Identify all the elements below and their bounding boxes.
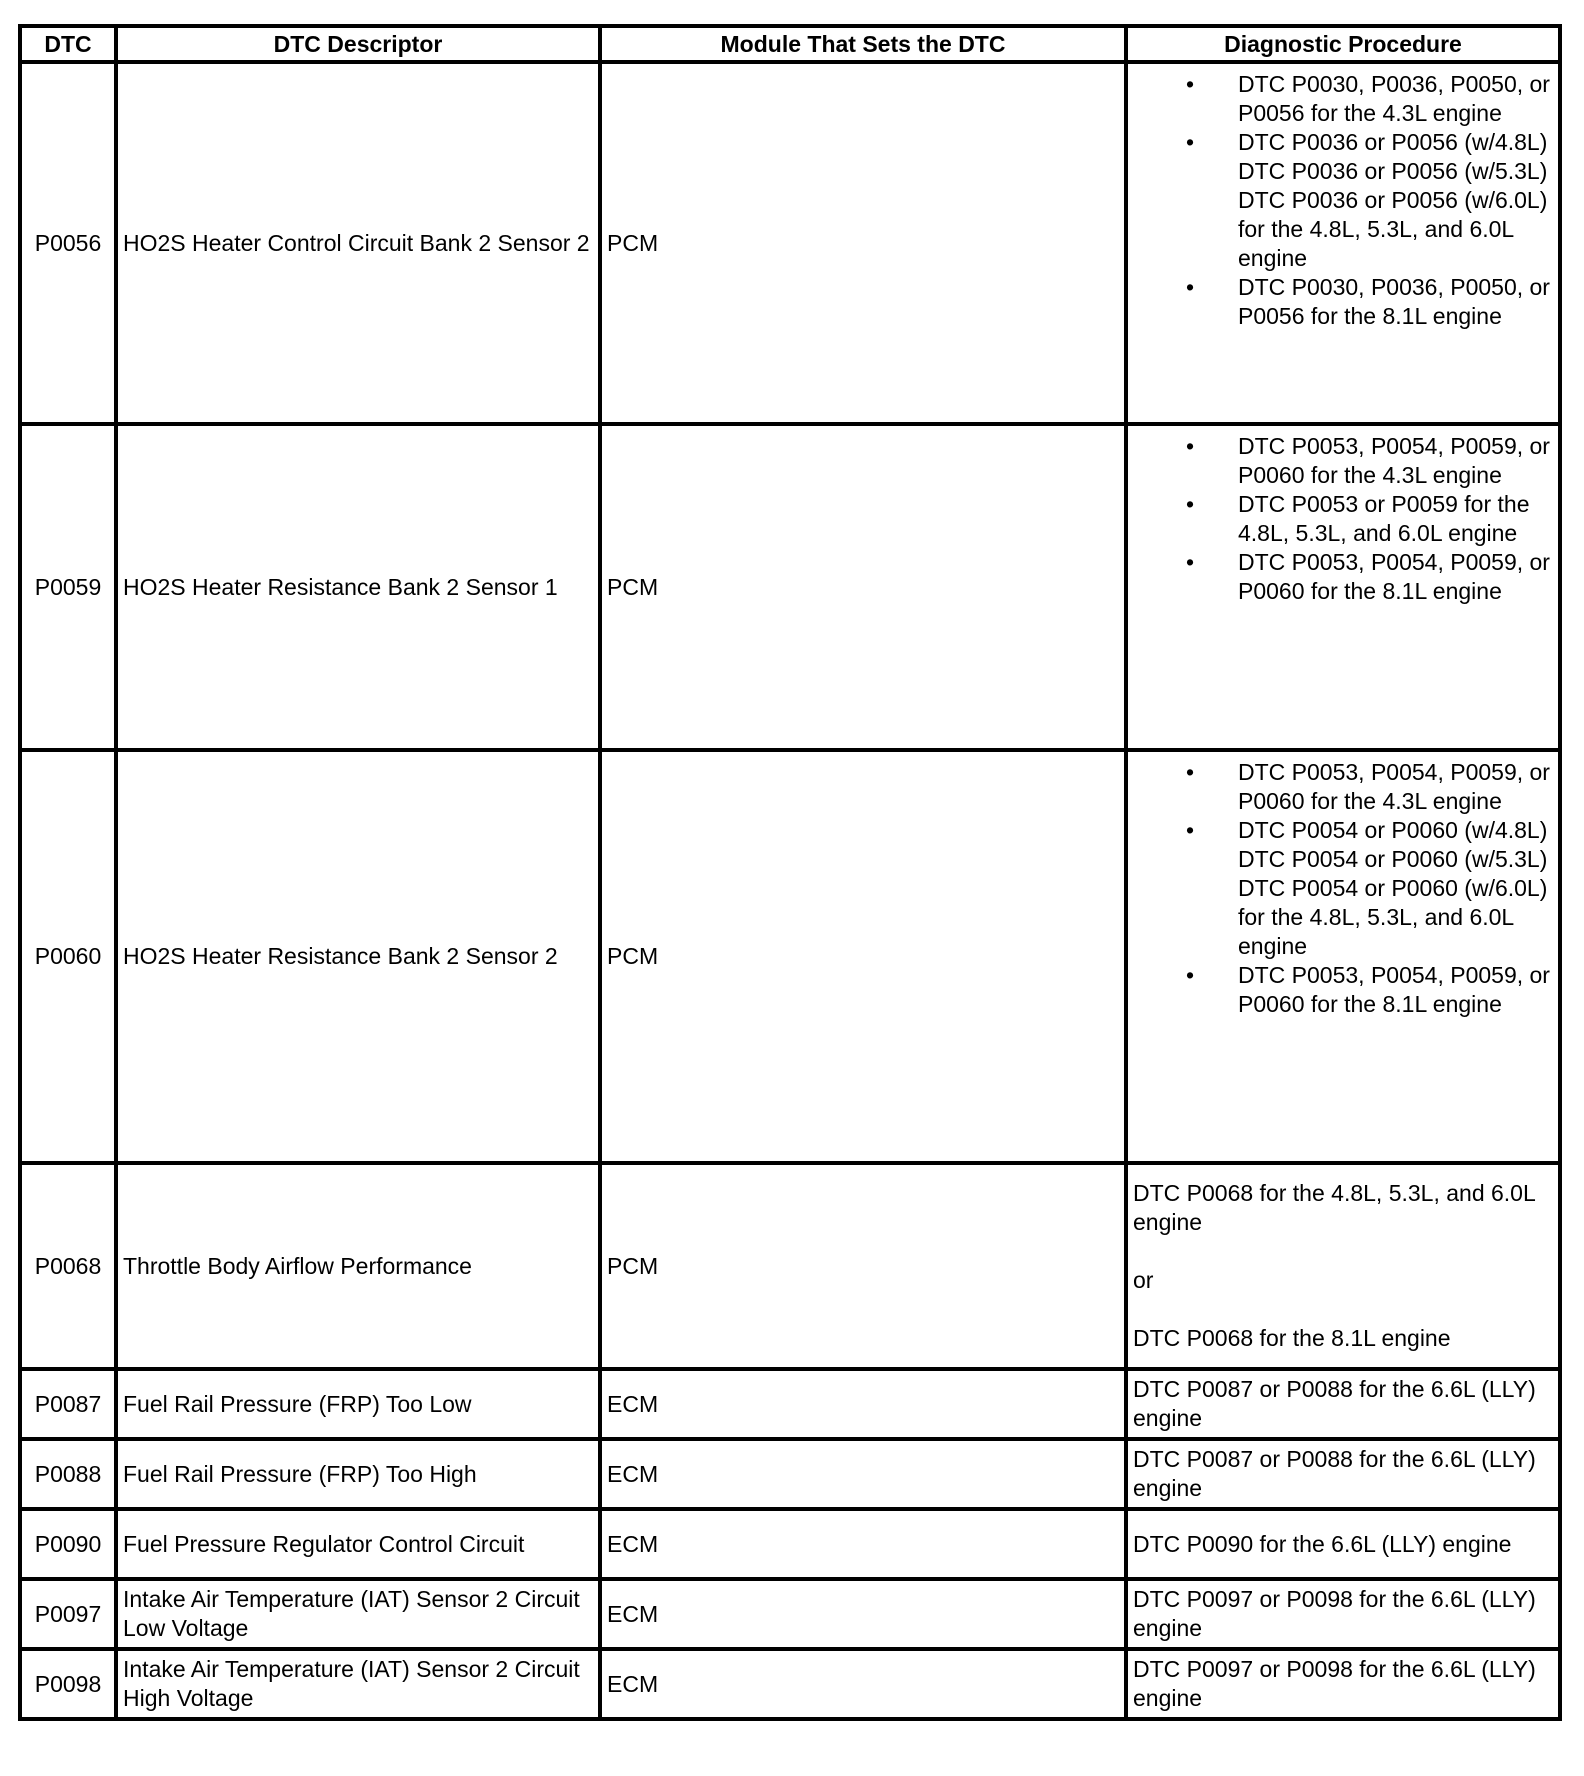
- procedure-cell: [1126, 62, 1560, 424]
- bullet-icon: •: [1185, 129, 1195, 155]
- dtc-code-cell: P0098: [20, 1649, 116, 1719]
- descriptor-cell: Throttle Body Airflow Performance: [116, 1163, 600, 1369]
- table-row: [20, 750, 1560, 1163]
- table-row: [20, 1579, 1560, 1649]
- bullet-icon: •: [1185, 71, 1195, 97]
- procedure-cell: [1126, 750, 1560, 1163]
- dtc-code-cell: P0097: [20, 1579, 116, 1649]
- module-cell: ECM: [600, 1509, 1126, 1579]
- descriptor-cell: Intake Air Temperature (IAT) Sensor 2 Circuit High Voltage: [116, 1649, 600, 1719]
- procedure-item: [1185, 273, 1553, 331]
- procedure-cell: DTC P0087 or P0088 for the 6.6L (LLY) engine: [1126, 1439, 1560, 1509]
- descriptor-cell: Intake Air Temperature (IAT) Sensor 2 Circuit Low Voltage: [116, 1579, 600, 1649]
- module-cell: PCM: [600, 1163, 1126, 1369]
- procedure-or-text: or: [1133, 1267, 1154, 1293]
- procedure-item-text: DTC P0036 or P0056 (w/4.8L) DTC P0036 or P0056 (w/5.3L) DTC P0036 or P0056 (w/6.0L) for the 4.8L, 5.3L, and 6.0L engine: [1238, 129, 1548, 271]
- dtc-code-cell: P0060: [20, 750, 116, 1163]
- bullet-icon: •: [1185, 817, 1195, 843]
- header-procedure: Diagnostic Procedure: [1126, 26, 1560, 62]
- module-cell: ECM: [600, 1649, 1126, 1719]
- procedure-cell: DTC P0087 or P0088 for the 6.6L (LLY) engine: [1126, 1369, 1560, 1439]
- module-cell: PCM: [600, 424, 1126, 750]
- procedure-list: [1133, 70, 1553, 331]
- header-dtc: DTC: [20, 26, 116, 62]
- dtc-code-cell: P0059: [20, 424, 116, 750]
- table-row: [20, 1649, 1560, 1719]
- module-cell: ECM: [600, 1439, 1126, 1509]
- procedure-item: [1185, 128, 1553, 273]
- header-descriptor: DTC Descriptor: [116, 26, 600, 62]
- procedure-item: [1185, 548, 1553, 606]
- procedure-item: [1185, 961, 1553, 1019]
- procedure-list: [1133, 432, 1553, 606]
- table-header-row: [20, 26, 1560, 62]
- table-row: [20, 424, 1560, 750]
- procedure-item-text: DTC P0030, P0036, P0050, or P0056 for the 8.1L engine: [1238, 274, 1550, 329]
- procedure-item-text: DTC P0053 or P0059 for the 4.8L, 5.3L, and 6.0L engine: [1238, 491, 1530, 546]
- descriptor-cell: Fuel Rail Pressure (FRP) Too High: [116, 1439, 600, 1509]
- descriptor-cell: HO2S Heater Resistance Bank 2 Sensor 1: [116, 424, 600, 750]
- procedure-text: DTC P0068 for the 4.8L, 5.3L, and 6.0L engine: [1133, 1180, 1535, 1235]
- procedure-list: [1133, 758, 1553, 1019]
- descriptor-cell: Fuel Pressure Regulator Control Circuit: [116, 1509, 600, 1579]
- procedure-cell: DTC P0090 for the 6.6L (LLY) engine: [1126, 1509, 1560, 1579]
- dtc-code-cell: P0090: [20, 1509, 116, 1579]
- procedure-cell: [1126, 424, 1560, 750]
- spacer: [1133, 1295, 1553, 1324]
- dtc-table: [18, 24, 1562, 1721]
- table-row: [20, 1439, 1560, 1509]
- dtc-code-cell: P0088: [20, 1439, 116, 1509]
- table-row: [20, 62, 1560, 424]
- procedure-item: [1185, 432, 1553, 490]
- module-cell: ECM: [600, 1369, 1126, 1439]
- bullet-icon: •: [1185, 491, 1195, 517]
- procedure-item-text: DTC P0054 or P0060 (w/4.8L) DTC P0054 or P0060 (w/5.3L) DTC P0054 or P0060 (w/6.0L) for the 4.8L, 5.3L, and 6.0L engine: [1238, 817, 1548, 959]
- dtc-code-cell: P0056: [20, 62, 116, 424]
- dtc-code-cell: P0087: [20, 1369, 116, 1439]
- table-row: [20, 1509, 1560, 1579]
- bullet-icon: •: [1185, 962, 1195, 988]
- table-row: [20, 1163, 1560, 1369]
- procedure-item-text: DTC P0053, P0054, P0059, or P0060 for the 8.1L engine: [1238, 549, 1550, 604]
- module-cell: PCM: [600, 750, 1126, 1163]
- table-row: [20, 1369, 1560, 1439]
- dtc-code-cell: P0068: [20, 1163, 116, 1369]
- descriptor-cell: HO2S Heater Resistance Bank 2 Sensor 2: [116, 750, 600, 1163]
- procedure-item: [1185, 816, 1553, 961]
- bullet-icon: •: [1185, 759, 1195, 785]
- procedure-item-text: DTC P0053, P0054, P0059, or P0060 for the 4.3L engine: [1238, 433, 1550, 488]
- procedure-cell: DTC P0097 or P0098 for the 6.6L (LLY) engine: [1126, 1579, 1560, 1649]
- module-cell: ECM: [600, 1579, 1126, 1649]
- bullet-icon: •: [1185, 549, 1195, 575]
- procedure-item: [1185, 490, 1553, 548]
- procedure-item: [1185, 758, 1553, 816]
- descriptor-cell: HO2S Heater Control Circuit Bank 2 Sensor 2: [116, 62, 600, 424]
- procedure-item-text: DTC P0030, P0036, P0050, or P0056 for the 4.3L engine: [1238, 71, 1550, 126]
- procedure-item-text: DTC P0053, P0054, P0059, or P0060 for the 8.1L engine: [1238, 962, 1550, 1017]
- bullet-icon: •: [1185, 274, 1195, 300]
- procedure-text: DTC P0068 for the 8.1L engine: [1133, 1325, 1451, 1351]
- procedure-item-text: DTC P0053, P0054, P0059, or P0060 for the 4.3L engine: [1238, 759, 1550, 814]
- procedure-cell: DTC P0097 or P0098 for the 6.6L (LLY) engine: [1126, 1649, 1560, 1719]
- procedure-cell: [1126, 1163, 1560, 1369]
- header-module: Module That Sets the DTC: [600, 26, 1126, 62]
- procedure-item: [1185, 70, 1553, 128]
- module-cell: PCM: [600, 62, 1126, 424]
- spacer: [1133, 1237, 1553, 1266]
- bullet-icon: •: [1185, 433, 1195, 459]
- descriptor-cell: Fuel Rail Pressure (FRP) Too Low: [116, 1369, 600, 1439]
